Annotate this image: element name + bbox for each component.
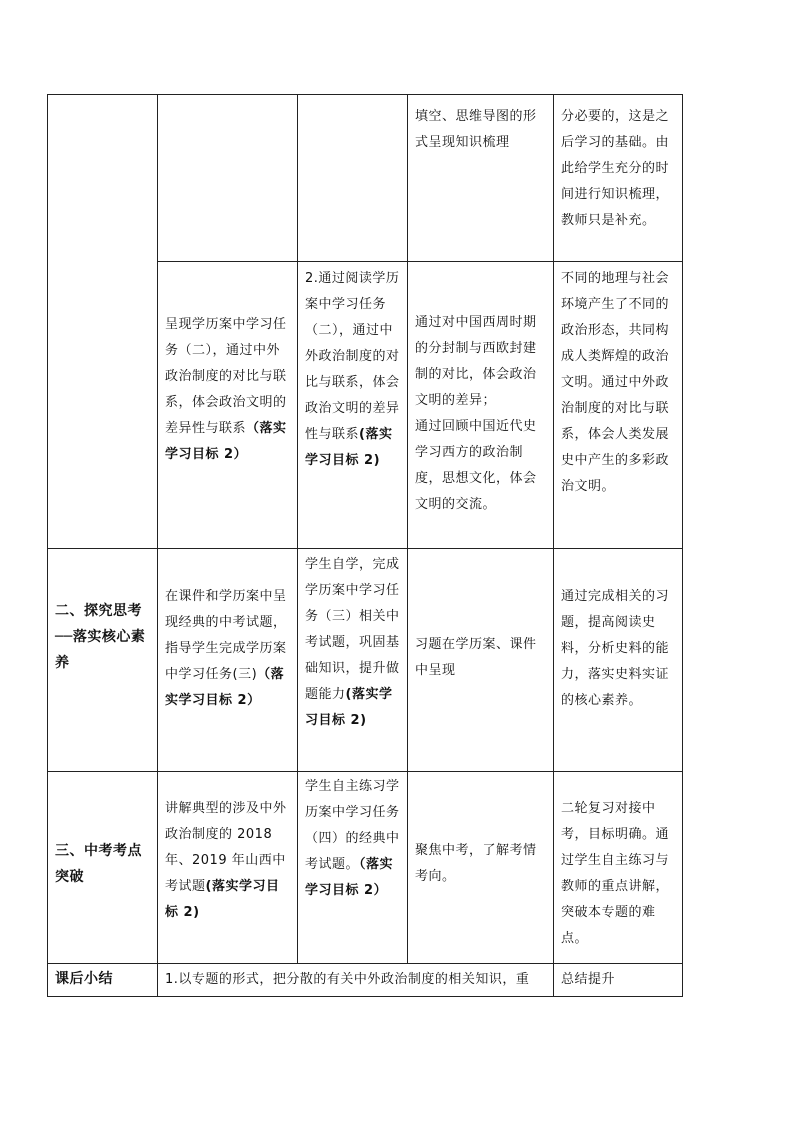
table-border-top (47, 94, 683, 95)
col-divider-1 (157, 94, 158, 997)
row4-purpose-cell: 二轮复习对接中考，目标明确。通过学生自主练习与教师的重点讲解，突破本专题的难点。 (561, 801, 670, 946)
row2-teacher-text: 呈现学历案中学习任务（二），通过中外政治制度的对比与联系，体会政治文明的差异性与联系 (165, 317, 287, 436)
row2-method-a: 通过对中国西周时期的分封制与西欧封建制的对比，体会政治文明的差异； (415, 315, 537, 408)
row2-student-goal: (落实学习目标 2) (305, 427, 393, 468)
row3-teacher-cell (159, 584, 297, 714)
row3-student-cell (299, 552, 407, 734)
row4-teacher-cell (159, 796, 297, 926)
row4-teacher-goal: (落实学习目标 2) (165, 879, 280, 920)
row3-student-goal: (落实学习目标 2) (305, 687, 393, 728)
col-divider-2 (297, 94, 298, 963)
row5-purpose-cell: 总结提升 (561, 972, 616, 987)
row4-stage-label: 三、中考考点突破 (55, 843, 142, 885)
row2-student-text: 2.通过阅读学历案中学习任务（二），通过中外政治制度的对比与联系，体会政治文明的差异性与联系 (305, 271, 400, 442)
row2-teacher-goal: （落实学习目标 2） (165, 421, 287, 462)
row2-teacher-cell (159, 312, 297, 468)
row4-student-text: 学生自主练习学历案中学习任务（四）的经典中考试题。 (305, 779, 400, 872)
row2-method-b: 通过回顾中国近代史学习西方的政治制度，思想文化，体会文明的交流。 (415, 419, 537, 512)
row1-purpose-cell: 分必要的，这是之后学习的基础。由此给学生充分的时间进行知识梳理，教师只是补充。 (561, 109, 670, 228)
row3-purpose-cell: 通过完成相关的习题，提高阅读史料，分析史料的能力，落实史料实证的核心素养。 (561, 589, 670, 708)
row4-teacher-text: 讲解典型的涉及中外政治制度的 2018 年、2019 年山西中考试题 (165, 801, 287, 894)
row-divider-1 (157, 261, 683, 262)
col-divider-3 (407, 94, 408, 963)
col-divider-4 (553, 94, 554, 997)
row3-teacher-goal: （落实学习目标 2） (165, 667, 285, 708)
row4-method-cell: 聚焦中考，了解考情考向。 (415, 843, 537, 884)
row4-student-goal: （落实学习目标 2） (305, 857, 394, 898)
table-border-left (47, 94, 48, 997)
row5-stage-label: 课后小结 (55, 971, 113, 987)
row3-student-text: 学生自学，完成学历案中学习任务（三）相关中考试题，巩固基础知识，提升做题能力 (305, 557, 400, 702)
row2-student-cell (299, 266, 407, 474)
row-divider-4 (47, 963, 683, 964)
row1-method-cell: 填空、思维导图的形式呈现知识梳理 (415, 109, 537, 150)
row2-purpose-cell: 不同的地理与社会环境产生了不同的政治形态，共同构成人类辉煌的政治文明。通过中外政治制度的对比与联系，体会人类发展史中产生的多彩政治文明。 (561, 271, 670, 494)
row-divider-3 (47, 771, 683, 772)
row-divider-2 (47, 548, 683, 549)
lesson-plan-table (47, 94, 683, 997)
row4-student-cell (299, 774, 407, 904)
row5-summary-cell: 1.以专题的形式，把分散的有关中外政治制度的相关知识，重 (165, 972, 530, 987)
row3-teacher-text: 在课件和学历案中呈现经典的中考试题，指导学生完成学历案中学习任务(三) (165, 589, 287, 682)
row2-method-cell (409, 310, 553, 518)
row3-method-cell: 习题在学历案、课件中呈现 (415, 637, 537, 678)
table-border-bottom (47, 996, 683, 997)
row3-stage-label: 二、探究思考──落实核心素养 (55, 603, 146, 671)
